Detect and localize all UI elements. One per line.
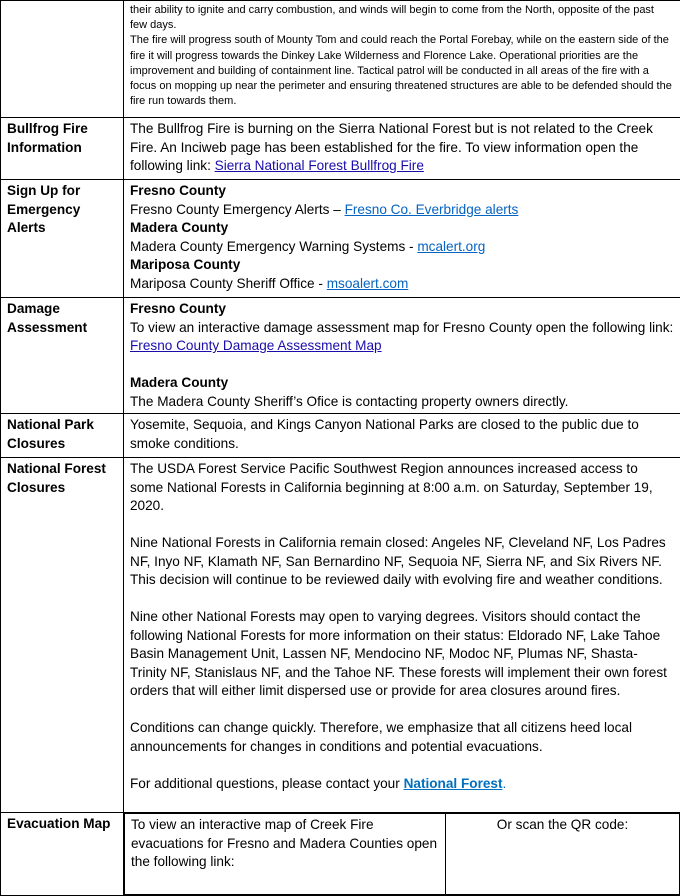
forest-paragraph-4: Conditions can change quickly. Therefore, we emphasize that all citizens heed local announcements for changes in conditions and potential evacuations. [130,719,674,756]
bullfrog-link[interactable]: Sierra National Forest Bullfrog Fire [215,158,424,173]
forest-paragraph-3: Nine other National Forests may open to varying degrees. Visitors should contact the following National Forests for more information on their status: Eldorado NF, Lake Tahoe Basin Management Unit, Lassen NF, Mendocino NF, Modoc NF, Plumas NF, Shasta-Trinity NF, Stanislaus NF, and the Tahoe NF. These forests will implement their own forest orders that will either limit dispersed use or provide for area closures around fires. [130,608,674,701]
table-row [1,458,680,813]
empty-label-cell [1,1,124,118]
fresno-everbridge-link[interactable]: Fresno Co. Everbridge alerts [345,202,519,217]
row-label-evac: Evacuation Map [1,813,124,896]
damage-fresno-heading: Fresno County [130,300,674,319]
madera-heading: Madera County [130,219,674,238]
damage-map-link[interactable]: Fresno County Damage Assessment Map [130,338,382,353]
national-forest-link[interactable]: National Forest [404,776,503,791]
table-row [1,180,680,298]
progress-line-1: their ability to ignite and carry combustion, and winds will begin to come from the North, opposite of the past few days. [130,3,674,33]
table-row [1,1,680,118]
damage-madera-heading: Madera County [130,374,674,393]
mariposa-alert-text: Mariposa County Sheriff Office - [130,276,327,291]
madera-alert-text: Madera County Emergency Warning Systems - [130,239,417,254]
forest-content [124,458,680,813]
table-row [1,118,680,180]
bullfrog-text: The Bullfrog Fire is burning on the Sierra National Forest but is not related to the Creek Fire. An Inciweb page has been established for the fire. To view information open the following link: [130,121,653,173]
table-row [1,813,680,896]
damage-content [124,298,680,414]
fresno-alert-text: Fresno County Emergency Alerts – [130,202,345,217]
qr-code-text: Or scan the QR code: [446,814,680,895]
evac-content [124,813,680,896]
row-label-forest: National Forest Closures [1,458,124,813]
row-label-bullfrog: Bullfrog Fire Information [1,118,124,180]
msoalert-link[interactable]: msoalert.com [327,276,409,291]
progress-line-2: The fire will progress south of Mounty Tom and could reach the Portal Forebay, while on the eastern side of the fire it will progress towards the Dinkey Lake Wilderness and Florence Lake. Operational priorities are the improvement and building of containment line. Tactical patrol will be conducted in all areas of the fire with a focus on mopping up near the perimeter and ensuring threatened structures are able to be defended should the fire run towards them. [130,33,674,109]
damage-madera-text: The Madera County Sheriff’s Ofice is contacting property owners directly. [130,393,674,412]
fresno-heading: Fresno County [130,182,674,201]
forest-paragraph-1: The USDA Forest Service Pacific Southwest Region announces increased access to some National Forests in California beginning at 8:00 a.m. on Saturday, September 19, 2020. [130,460,674,516]
fire-progress-text [124,1,680,118]
mariposa-heading: Mariposa County [130,256,674,275]
park-content: Yosemite, Sequoia, and Kings Canyon National Parks are closed to the public due to smoke conditions. [124,414,680,458]
forest-contact-text: For additional questions, please contact your [130,776,404,791]
bullfrog-content [124,118,680,180]
forest-contact-period: . [503,776,507,791]
row-label-alerts: Sign Up for Emergency Alerts [1,180,124,298]
evac-map-text: To view an interactive map of Creek Fire evacuations for Fresno and Madera Counties open the following link: [125,814,446,895]
table-row [1,414,680,458]
alerts-content [124,180,680,298]
row-label-park: National Park Closures [1,414,124,458]
table-row [1,298,680,414]
row-label-damage: Damage Assessment [1,298,124,414]
damage-fresno-text: To view an interactive damage assessment map for Fresno County open the following link: [130,320,673,335]
forest-paragraph-2: Nine National Forests in California remain closed: Angeles NF, Cleveland NF, Los Padres NF, Inyo NF, Klamath NF, San Bernardino NF, Sequoia NF, Sierra NF, and Six Rivers NF. This decision will continue to be reviewed daily with evolving fire and weather conditions. [130,534,674,590]
mcalert-link[interactable]: mcalert.org [417,239,485,254]
forest-paragraph-5 [130,775,674,794]
